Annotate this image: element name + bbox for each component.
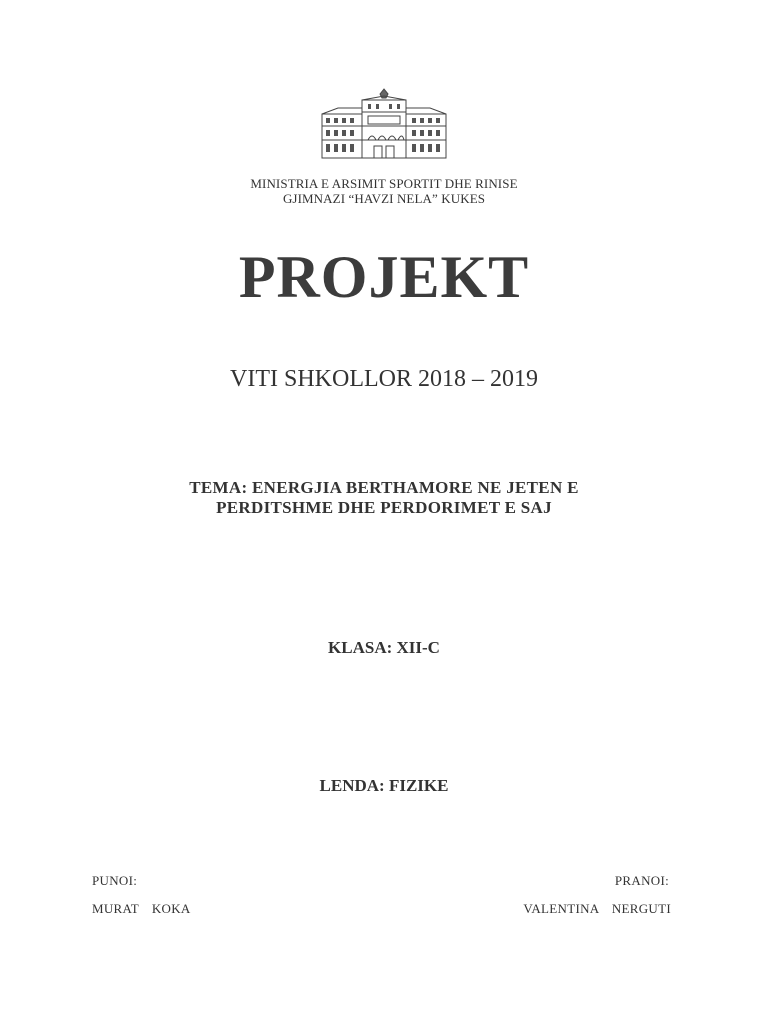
institution-header	[0, 176, 768, 206]
ministry-name: MINISTRIA E ARSIMIT SPORTIT DHE RINISE	[250, 176, 518, 191]
received-by-name: VALENTINA NERGUTI	[523, 901, 671, 916]
school-year: VITI SHKOLLOR 2018 – 2019	[230, 366, 538, 392]
project-topic	[0, 478, 768, 518]
worked-by-label: PUNOI:	[92, 873, 138, 888]
worked-by-name: MURAT KOKA	[92, 901, 191, 916]
school-name: GJIMNAZI “HAVZI NELA” KUKES	[282, 191, 486, 206]
received-by-label: PRANOI:	[614, 873, 669, 888]
document-title: PROJEKT	[238, 244, 530, 310]
class-label: KLASA: XII-C	[328, 638, 440, 657]
topic-line-2: PERDITSHME DHE PERDORIMET E SAJ	[216, 498, 552, 517]
topic-line-1: TEMA: ENERGJIA BERTHAMORE NE JETEN E	[189, 478, 579, 497]
school-building-icon	[318, 86, 450, 160]
subject-label: LENDA: FIZIKE	[319, 776, 449, 795]
